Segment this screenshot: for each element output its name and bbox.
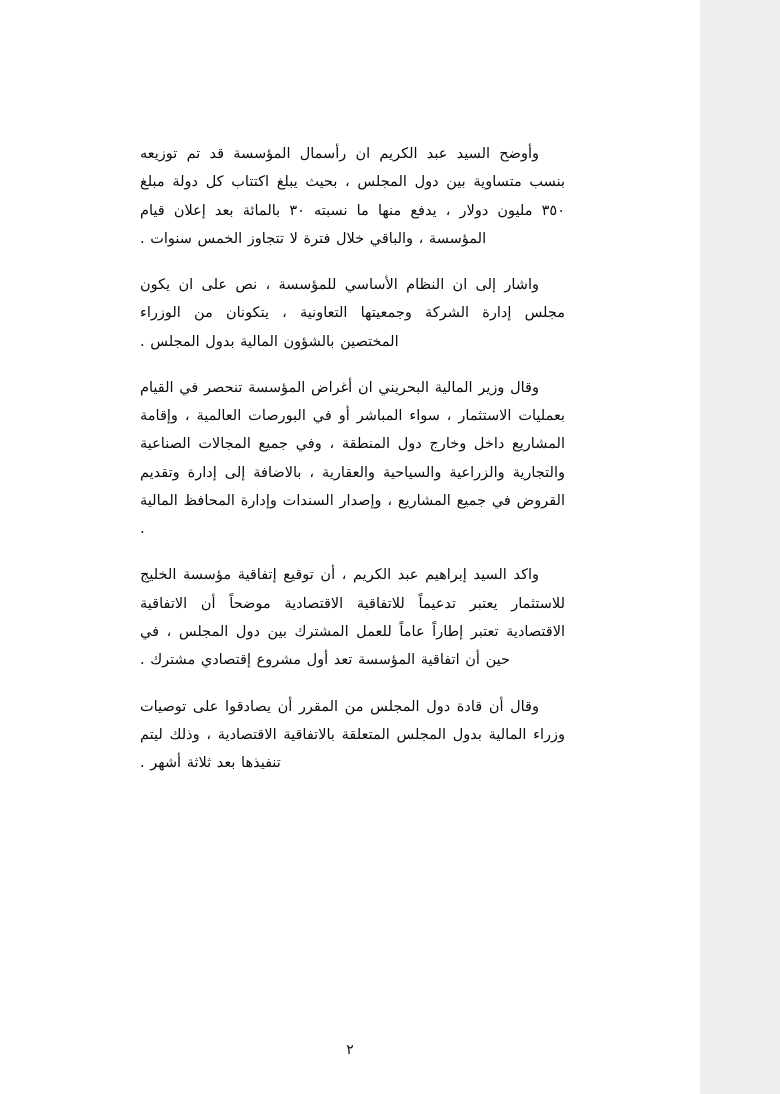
paragraph: وقال وزير المالية البحريني ان أغراض المؤسسة تنحصر في القيام بعمليات الاستثمار ، سواء المباشر أو في البورصات العالمية ، وإقامة المشاريع داخل وخارج دول المنطقة ، وفي جميع المجالات الصناعية والتجارية والزراعية والسياحية والعقارية ، بالاضافة إلى إدارة وتقديم القروض في جميع المشاريع ، وإصدار السندات وإدارة المحافظ المالية . bbox=[140, 379, 565, 538]
paragraph: وأوضح السيد عبد الكريم ان رأسمال المؤسسة قد تم توزيعه بنسب متساوية بين دول المجلس ، بحيث يبلغ اكتتاب كل دولة مبلغ ٣٥٠ مليون دولار ، يدفع منها ما نسبته ٣٠ بالمائة بعد إعلان قيام المؤسسة ، والباقي خلال فترة لا تتجاوز الخمس سنوات . bbox=[140, 146, 565, 247]
page-number: ٢ bbox=[346, 1042, 354, 1058]
paragraph: واشار إلى ان النظام الأساسي للمؤسسة ، نص على ان يكون مجلس إدارة الشركة وجمعيتها التعاونية ، يتكونان من الوزراء المختصين بالشؤون المالية بدول المجلس . bbox=[140, 277, 565, 350]
document-body bbox=[140, 140, 565, 777]
paragraph: وقال أن قادة دول المجلس من المقرر أن يصادقوا على توصيات وزراء المالية بدول المجلس المتعلقة بالاتفاقية الاقتصادية ، وذلك ليتم تنفيذها بعد ثلاثة أشهر . bbox=[140, 698, 565, 772]
paragraph: واكد السيد إبراهيم عبد الكريم ، أن توقيع إتفاقية مؤسسة الخليج للاستثمار يعتبر تدعيماً للاتفاقية الاقتصادية موضحاً أن الاتفاقية الاقتصادية تعتبر إطاراً عاماً للعمل المشترك بين دول المجلس ، في حين أن اتفاقية المؤسسة تعد أول مشروع إقتصادي مشترك . bbox=[140, 567, 565, 669]
page-edge-shadow bbox=[700, 0, 780, 1094]
